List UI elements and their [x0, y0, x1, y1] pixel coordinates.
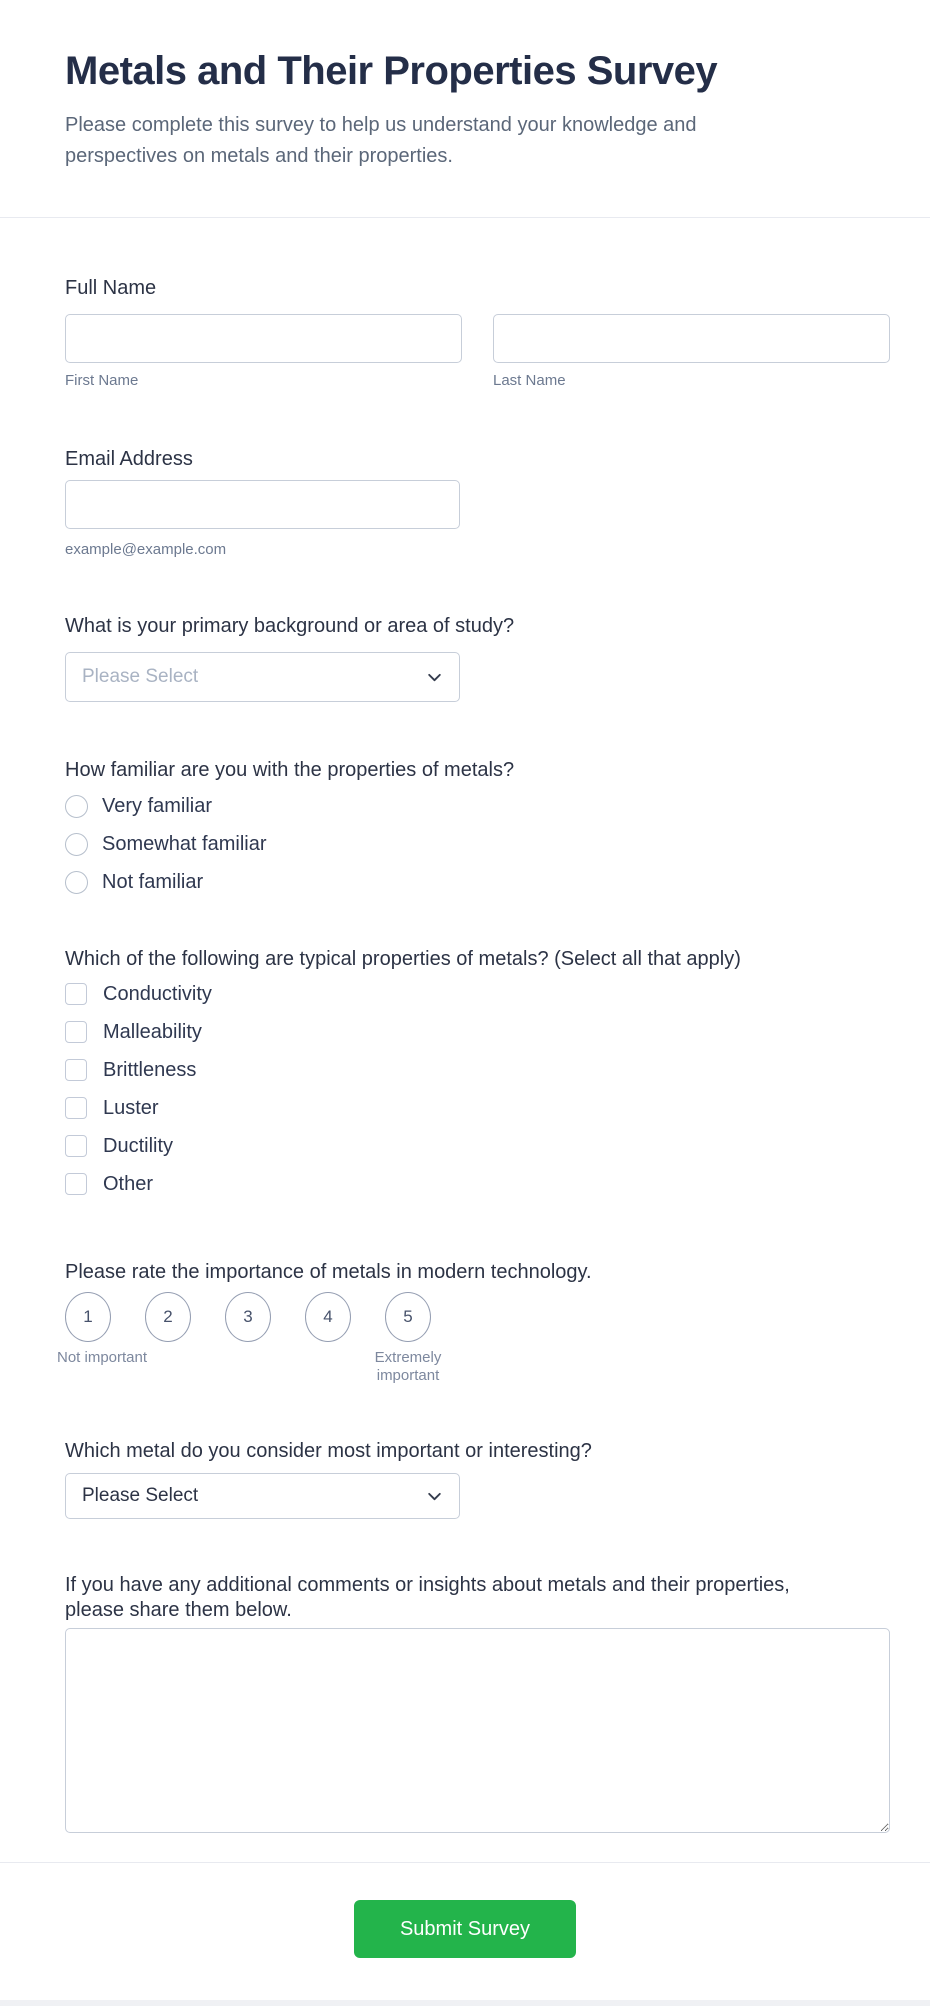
checkbox-icon[interactable]	[65, 1059, 87, 1081]
comments-section	[65, 1573, 890, 1833]
checkbox-option-conductivity[interactable]	[65, 983, 890, 1005]
radio-icon[interactable]	[65, 871, 88, 894]
email-input[interactable]	[65, 480, 460, 529]
radio-icon[interactable]	[65, 833, 88, 856]
rating-max-label: Extremely important	[374, 1349, 442, 1384]
metal-select-value: Please Select	[82, 1485, 199, 1506]
rating-min-label: Not important	[57, 1349, 148, 1366]
page-subtitle: Please complete this survey to help us understand your knowledge and perspectives on metals and their properties.	[65, 114, 697, 167]
rating-circle-5[interactable]: 5	[385, 1292, 431, 1342]
full-name-section	[65, 275, 890, 390]
background-section	[65, 613, 890, 702]
form-body	[57, 275, 890, 1833]
footer-divider	[0, 1862, 930, 1863]
rating-circle-2[interactable]: 2	[145, 1292, 191, 1342]
checkbox-label: Brittleness	[103, 1058, 197, 1081]
background-select-placeholder: Please Select	[82, 666, 199, 687]
familiarity-section	[65, 757, 890, 894]
rating-scale-labels	[57, 1349, 890, 1389]
checkbox-icon[interactable]	[65, 983, 87, 1005]
checkbox-option-ductility[interactable]	[65, 1135, 890, 1157]
checkbox-option-brittleness[interactable]	[65, 1059, 890, 1081]
rating-scale	[65, 1292, 890, 1342]
last-name-col	[493, 314, 890, 390]
radio-label: Not familiar	[102, 870, 204, 893]
last-name-input[interactable]	[493, 314, 890, 363]
checkbox-label: Other	[103, 1172, 154, 1195]
checkbox-icon[interactable]	[65, 1173, 87, 1195]
properties-options	[65, 983, 890, 1195]
properties-section	[65, 946, 890, 1195]
rating-circle-1[interactable]: 1	[65, 1292, 111, 1342]
email-sublabel: example@example.com	[65, 541, 227, 558]
rating-section	[57, 1259, 890, 1389]
rating-circle-3[interactable]: 3	[225, 1292, 271, 1342]
checkbox-label: Ductility	[103, 1134, 174, 1157]
radio-option-very-familiar[interactable]	[65, 794, 890, 818]
first-name-input[interactable]	[65, 314, 462, 363]
submit-button[interactable]: Submit Survey	[354, 1900, 576, 1958]
email-section	[65, 446, 890, 559]
radio-option-somewhat-familiar[interactable]	[65, 832, 890, 856]
page-title: Metals and Their Properties Survey	[65, 49, 718, 93]
full-name-label: Full Name	[65, 277, 157, 299]
checkbox-icon[interactable]	[65, 1135, 87, 1157]
page-bottom-strip	[0, 2000, 930, 2006]
chevron-down-icon	[426, 1488, 443, 1505]
checkbox-icon[interactable]	[65, 1097, 87, 1119]
comments-textarea[interactable]	[65, 1628, 890, 1833]
name-row	[65, 314, 890, 390]
radio-option-not-familiar[interactable]	[65, 870, 890, 894]
checkbox-option-luster[interactable]	[65, 1097, 890, 1119]
chevron-down-icon	[426, 669, 443, 686]
radio-label: Somewhat familiar	[102, 832, 267, 855]
form-header	[0, 0, 930, 218]
radio-icon[interactable]	[65, 795, 88, 818]
submit-area	[0, 1900, 930, 1958]
email-label: Email Address	[65, 448, 193, 470]
familiarity-options	[65, 794, 890, 894]
rating-question-label: Please rate the importance of metals in modern technology.	[65, 1261, 592, 1283]
checkbox-option-other[interactable]	[65, 1173, 890, 1195]
properties-question-label: Which of the following are typical properties of metals? (Select all that apply)	[65, 948, 741, 970]
comments-question-label: If you have any additional comments or insights about metals and their properties, please share them below.	[65, 1574, 790, 1621]
metal-question-label: Which metal do you consider most important or interesting?	[65, 1440, 592, 1462]
checkbox-label: Conductivity	[103, 982, 212, 1005]
metal-section	[65, 1438, 890, 1519]
rating-circle-4[interactable]: 4	[305, 1292, 351, 1342]
checkbox-label: Malleability	[103, 1020, 202, 1043]
last-name-sublabel: Last Name	[493, 372, 566, 389]
checkbox-option-malleability[interactable]	[65, 1021, 890, 1043]
background-select[interactable]	[65, 652, 460, 702]
checkbox-label: Luster	[103, 1096, 159, 1119]
first-name-col	[65, 314, 462, 390]
familiarity-question-label: How familiar are you with the properties of metals?	[65, 759, 515, 781]
metal-select[interactable]	[65, 1473, 460, 1519]
radio-label: Very familiar	[102, 794, 213, 817]
first-name-sublabel: First Name	[65, 372, 139, 389]
checkbox-icon[interactable]	[65, 1021, 87, 1043]
background-question-label: What is your primary background or area of study?	[65, 615, 515, 637]
